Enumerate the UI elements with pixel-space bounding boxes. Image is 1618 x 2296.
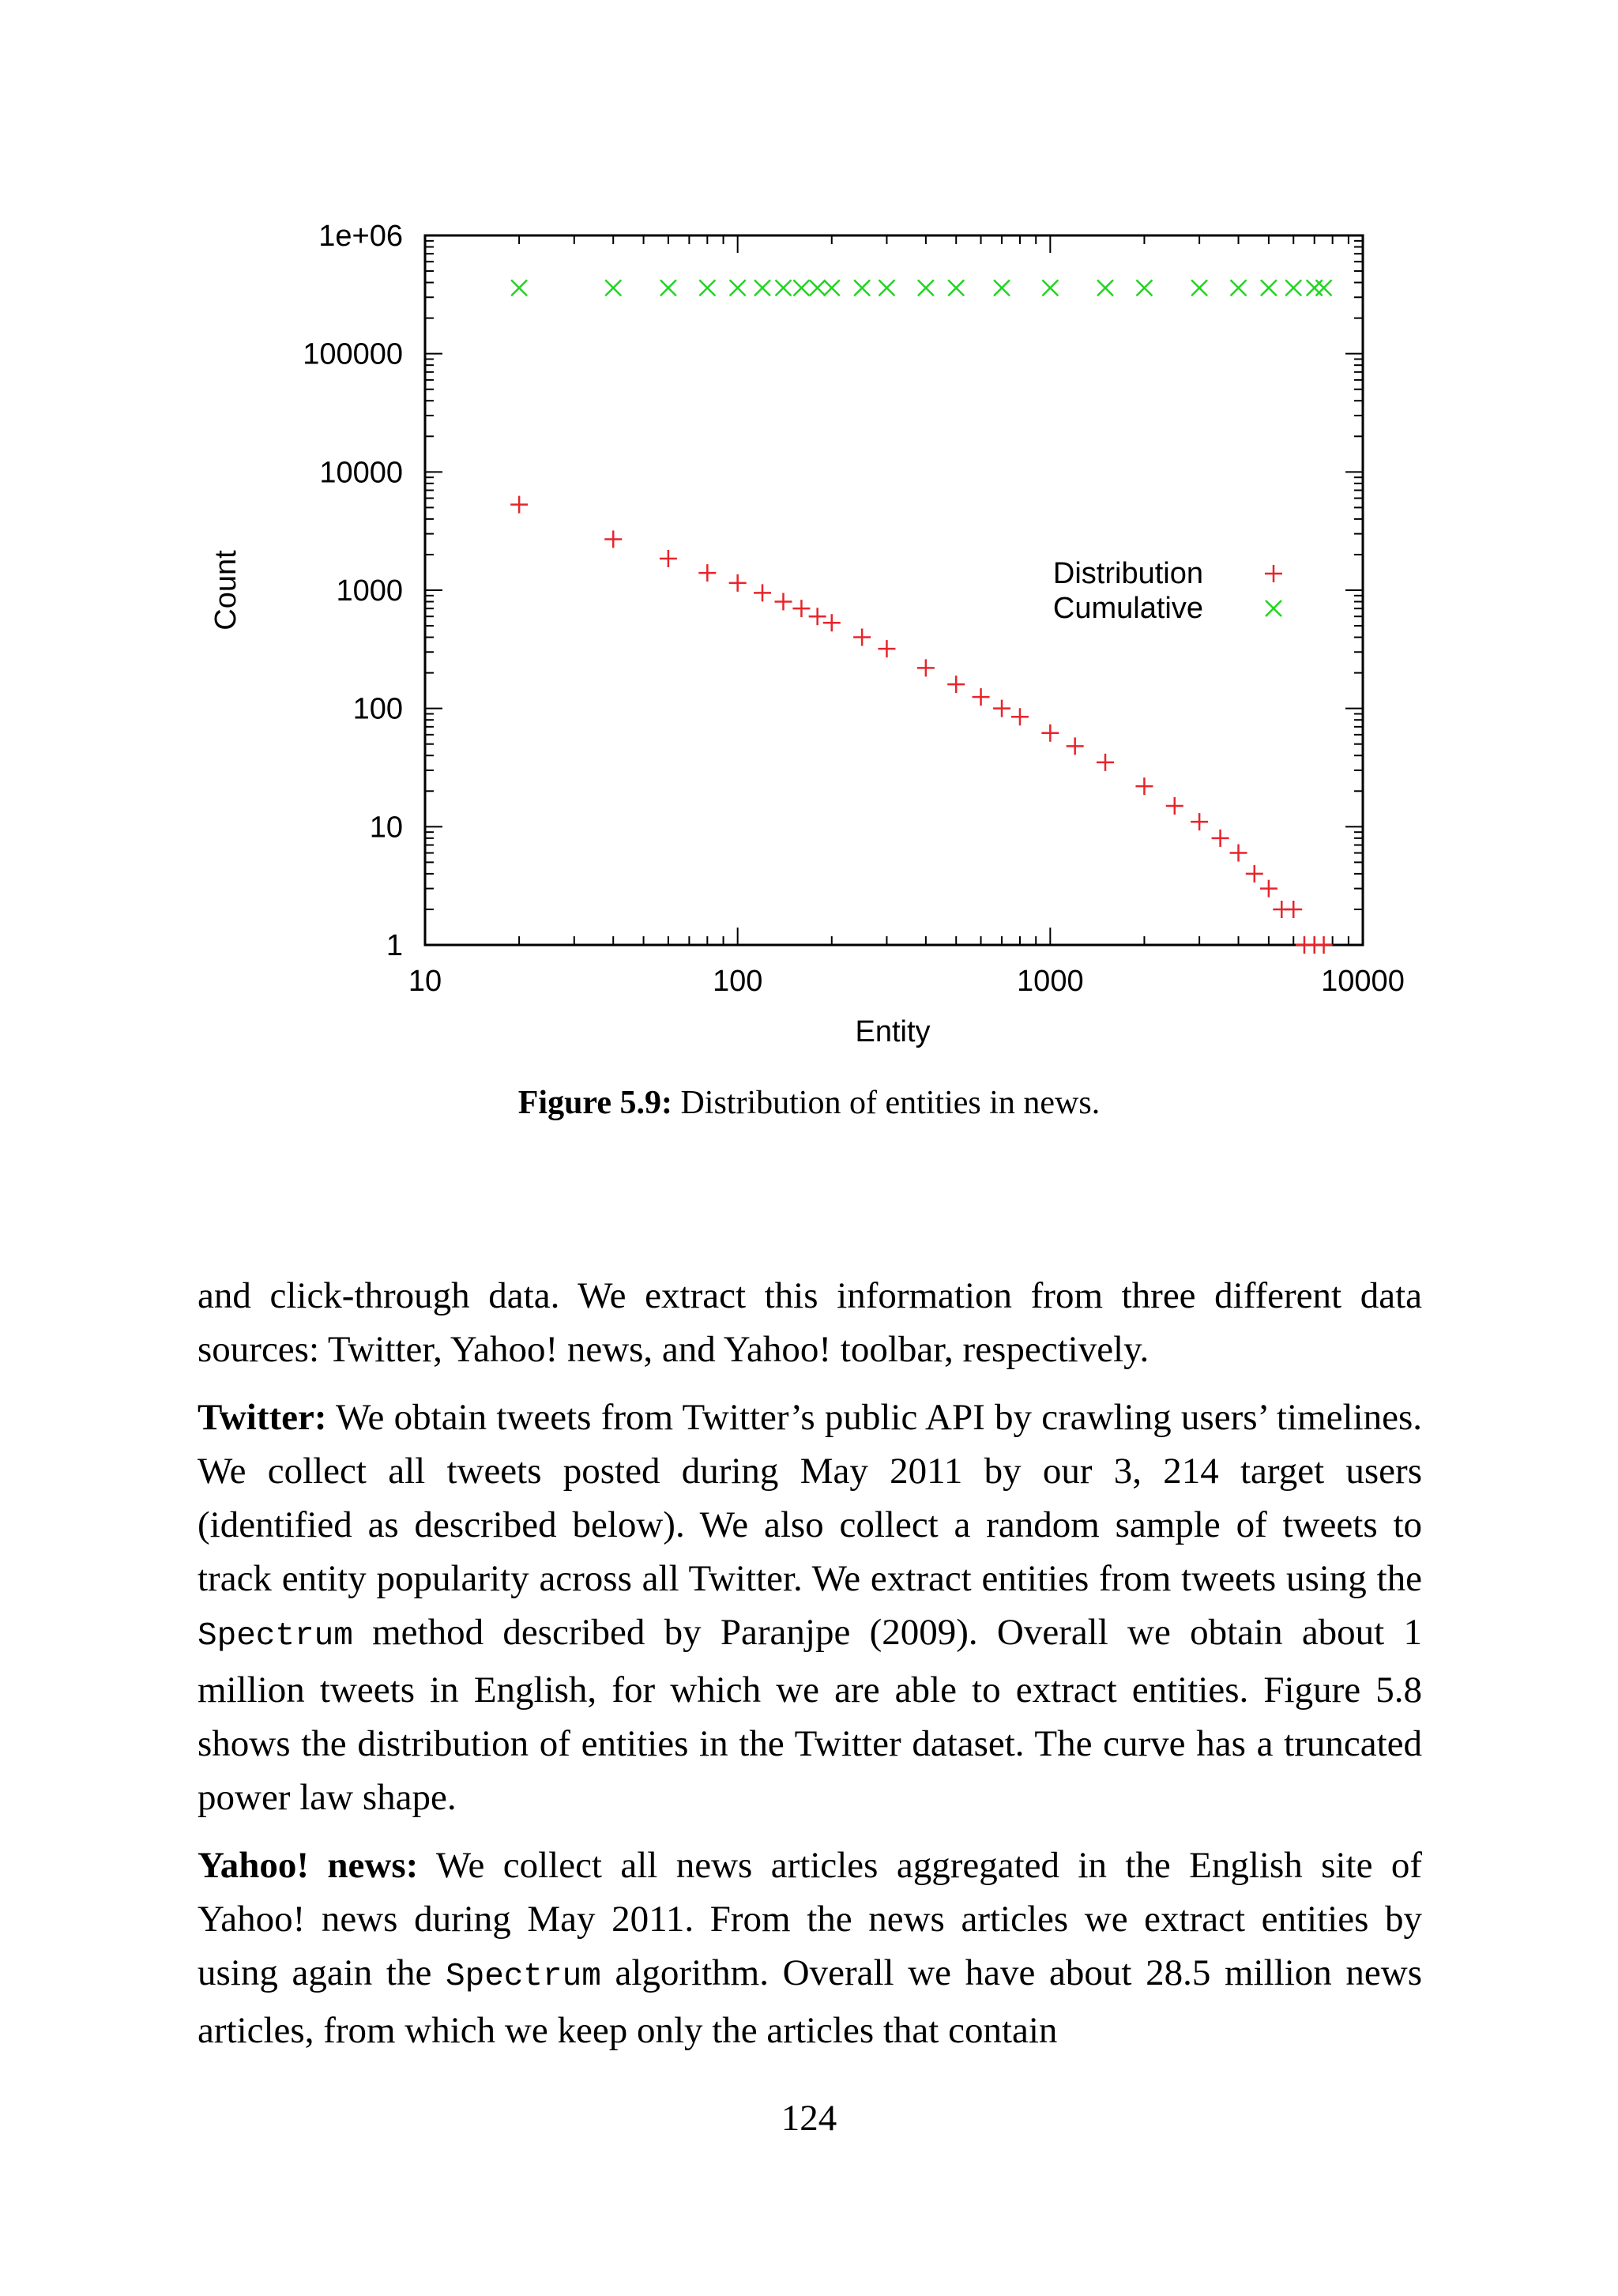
cumulative-point	[918, 280, 934, 295]
cumulative-point	[660, 280, 676, 295]
distribution-point	[774, 593, 792, 611]
distribution-point	[1315, 936, 1333, 954]
paragraph-twitter	[198, 1391, 1422, 1824]
distribution-point	[878, 640, 895, 657]
legend-cumulative-marker-glyph	[1266, 600, 1281, 616]
cumulative-point	[810, 280, 826, 295]
paragraph-yahoo-news-heading: Yahoo! news:	[198, 1845, 419, 1886]
cumulative-point	[730, 280, 746, 295]
y-tick-label: 1	[386, 929, 403, 962]
x-tick-label: 10	[408, 965, 442, 998]
distribution-point	[660, 550, 677, 567]
y-tick-label: 100	[352, 692, 403, 726]
distribution-point	[1230, 845, 1247, 862]
legend-cumulative-marker	[1266, 600, 1281, 616]
cumulative-point	[879, 280, 894, 295]
figure-caption	[0, 1084, 1618, 1122]
x-axis-label: Entity	[855, 1015, 931, 1048]
distribution-point	[1212, 830, 1229, 847]
distribution-point	[510, 496, 528, 514]
series-cumulative	[511, 280, 1331, 295]
cumulative-point	[948, 280, 964, 295]
paragraph-1: and click-through data. We extract this information from three different data sources: Twitter, Yahoo! news, and Yahoo! toolbar, respectively.	[198, 1275, 1422, 1370]
y-tick-label: 10	[369, 811, 403, 845]
cumulative-point	[511, 280, 527, 295]
cumulative-point	[1231, 280, 1247, 295]
distribution-point	[1260, 880, 1277, 898]
distribution-point	[754, 584, 771, 601]
y-axis-label: Count	[209, 550, 243, 630]
cumulative-point	[775, 280, 791, 295]
cumulative-point	[1042, 280, 1058, 295]
figure-caption-text: Distribution of entities in news.	[680, 1085, 1101, 1121]
paragraph-twitter-text-b: method described by Paranjpe (2009). Overall we obtain about 1 million tweets in English, for which we are able to extract entities. Figure 5.8 shows the distribution of entities in the Twitter dataset. The curve has a truncated power law shape.	[198, 1612, 1422, 1818]
body-text	[198, 1269, 1422, 2072]
distribution-point	[973, 688, 990, 706]
cumulative-point	[1191, 280, 1207, 295]
legend-distribution-marker	[1265, 565, 1282, 582]
figure-caption-label: Figure 5.9:	[517, 1085, 672, 1121]
distribution-point	[1135, 777, 1153, 795]
y-tick-labels	[303, 220, 403, 962]
paragraph-twitter-heading: Twitter:	[198, 1397, 327, 1438]
paragraph-yahoo-news	[198, 1839, 1422, 2057]
distribution-point	[1041, 725, 1059, 742]
series-layer	[510, 280, 1332, 954]
distribution-point	[947, 676, 965, 693]
y-tick-label: 1000	[336, 574, 403, 608]
x-tick-label: 10000	[1321, 965, 1405, 998]
distribution-point	[1097, 754, 1114, 771]
distribution-point	[853, 629, 871, 646]
entity-distribution-chart	[0, 0, 1618, 1059]
cumulative-point	[1307, 280, 1323, 295]
distribution-point	[604, 530, 622, 548]
legend-distribution-label: Distribution	[1052, 557, 1203, 590]
distribution-point	[698, 564, 716, 582]
y-tick-label: 1e+06	[318, 220, 403, 253]
y-tick-label: 100000	[303, 337, 403, 371]
distribution-point	[1067, 737, 1084, 755]
cumulative-point	[605, 280, 621, 295]
paragraph-twitter-code: Spectrum	[198, 1618, 353, 1654]
cumulative-point	[793, 280, 809, 295]
legend	[1053, 557, 1282, 625]
page-number: 124	[781, 2098, 837, 2139]
distribution-point	[792, 600, 810, 617]
cumulative-point	[1261, 280, 1277, 295]
cumulative-point	[754, 280, 770, 295]
distribution-point	[1166, 797, 1183, 815]
paragraph-yahoo-news-code: Spectrum	[446, 1959, 601, 1995]
distribution-point	[993, 700, 1010, 717]
cumulative-point	[1136, 280, 1152, 295]
paragraph-yahoo-news-text-b: algorithm. Overall we have about 28.5 million news articles, from which we keep only the articles that contain	[198, 1952, 1423, 2051]
x-tick-labels	[408, 965, 1405, 998]
distribution-point	[917, 659, 935, 676]
distribution-point	[1246, 865, 1263, 883]
distribution-point	[729, 574, 747, 592]
paragraph-yahoo-news-text-a: We collect all news articles aggregated in the English site of Yahoo! news during May 2011. From the news articles we extract entities by using again the	[198, 1845, 1422, 1993]
distribution-point	[1191, 813, 1208, 830]
cumulative-point	[699, 280, 715, 295]
cumulative-point	[994, 280, 1010, 295]
x-tick-label: 100	[712, 965, 763, 998]
distribution-point	[1011, 708, 1029, 725]
x-tick-label: 1000	[1017, 965, 1084, 998]
legend-distribution-marker-glyph	[1265, 565, 1282, 582]
cumulative-point	[854, 280, 870, 295]
series-distribution	[510, 496, 1332, 954]
distribution-point	[1285, 901, 1302, 918]
legend-cumulative-label: Cumulative	[1052, 592, 1203, 625]
cumulative-point	[1316, 280, 1332, 295]
y-tick-label: 10000	[319, 456, 403, 490]
paragraph-twitter-text-a: We obtain tweets from Twitter’s public API by crawling users’ timelines. We collect all tweets posted during May 2011 by our 3, 214 target users (identified as described below). We also collect a random sample of tweets to track entity popularity across all Twitter. We extract entities from tweets using the	[198, 1397, 1422, 1599]
cumulative-point	[824, 280, 840, 295]
cumulative-point	[1097, 280, 1113, 295]
cumulative-point	[1285, 280, 1301, 295]
